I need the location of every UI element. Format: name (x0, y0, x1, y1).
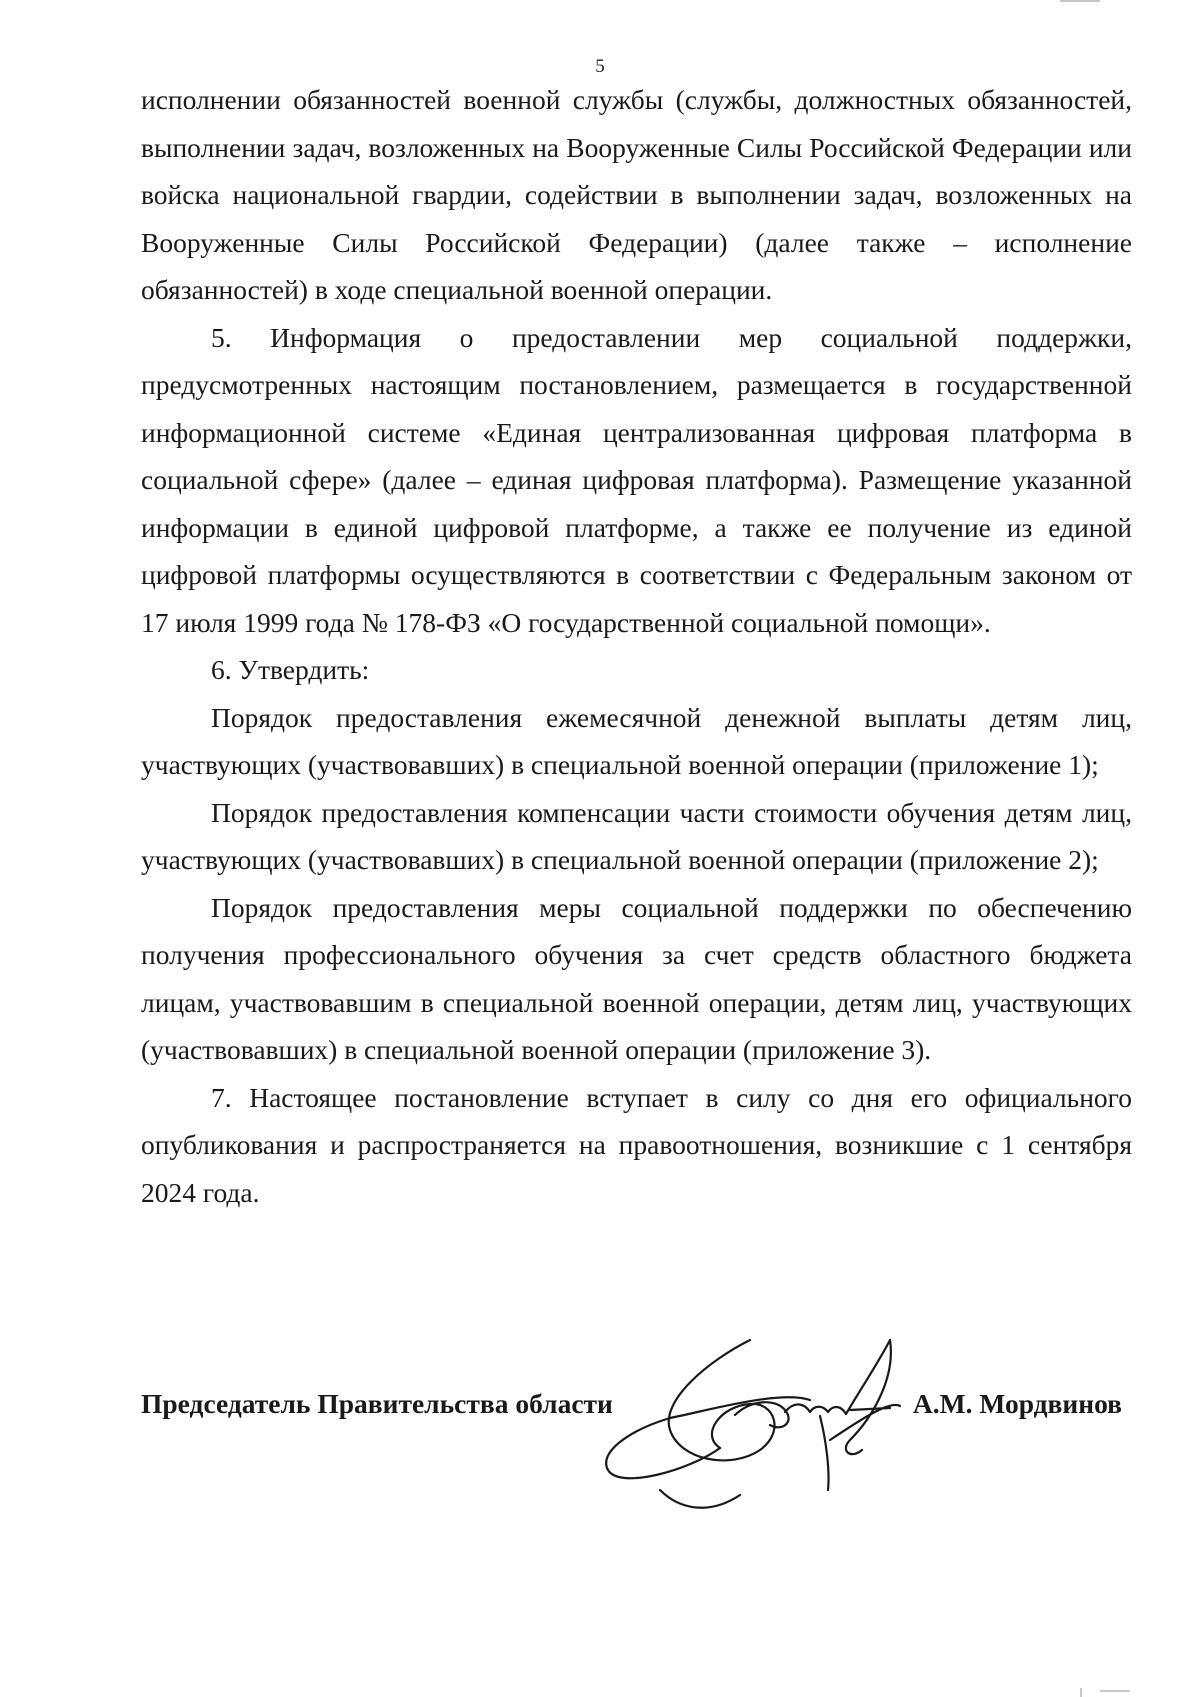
document-body (141, 76, 1132, 1216)
scan-artifact (1060, 0, 1100, 2)
paragraph-item-6: 6. Утвердить: (211, 654, 370, 685)
signatory-name: А.М. Мордвинов (912, 1388, 1122, 1419)
paragraph-appendix-3: Порядок предоставления меры социальной поддержки по обеспечению получения профессионального обучения за счет средств областного бюджета лицам, участвовавшим в специальной военной операции, детям лиц, участвующих (участвовавших) в специальной военной операции (приложение 3). (141, 891, 1132, 1065)
paragraph-item-5: 5. Информация о предоставлении мер социальной поддержки, предусмотренных настоящим постановлением, размещается в государственной информационной системе «Единая централизованная цифровая платформа в социальной сфере» (далее – единая цифровая платформа). Размещение указанной информации в единой цифровой платформе, а также ее получение из единой цифровой платформы осуществляются в соответствии с Федеральным законом от 17 июля 1999 года № 178-ФЗ «О государственной социальной помощи». (141, 321, 1132, 638)
handwritten-signature (600, 1320, 960, 1520)
paragraph-item-7: 7. Настоящее постановление вступает в силу со дня его официального опубликования и распространяется на правоотношения, возникшие с 1 сентября 2024 года. (141, 1081, 1132, 1208)
scan-artifact (1080, 1688, 1082, 1697)
paragraph-appendix-2: Порядок предоставления компенсации части стоимости обучения детям лиц, участвующих (участвовавших) в специальной военной операции (приложение 2); (141, 796, 1132, 875)
signatory-position: Председатель Правительства области (141, 1388, 613, 1419)
paragraph-continuation: исполнении обязанностей военной службы (службы, должностных обязанностей, выполнении задач, возложенных на Вооруженные Силы Российской Федерации или войска национальной гвардии, содействии в выполнении задач, возложенных на Вооруженные Силы Российской Федерации) (далее также – исполнение обязанностей) в ходе специальной военной операции. (141, 84, 1132, 305)
page-number: 5 (595, 56, 605, 77)
scan-artifact (1100, 1690, 1130, 1692)
paragraph-appendix-1: Порядок предоставления ежемесячной денежной выплаты детям лиц, участвующих (участвовавших) в специальной военной операции (приложение 1); (141, 701, 1132, 780)
